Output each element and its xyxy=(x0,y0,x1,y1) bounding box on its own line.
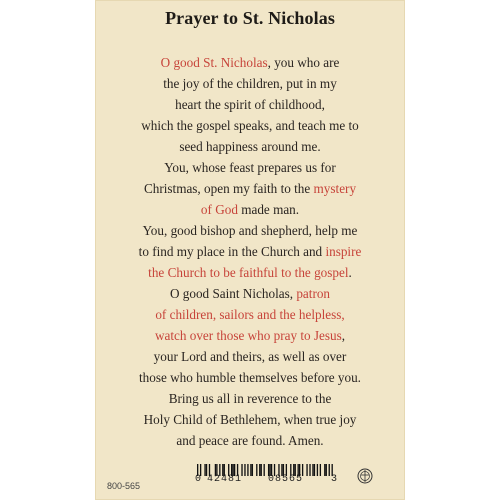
prayer-text-segment: Holy Child of Bethlehem, when true joy xyxy=(143,412,357,427)
prayer-line xyxy=(95,178,405,199)
prayer-text-segment: You, whose feast prepares us for xyxy=(164,160,336,175)
prayer-line xyxy=(95,262,405,283)
prayer-text-segment: which the gospel speaks, and teach me to xyxy=(141,118,359,133)
barcode-group-1: 42481 xyxy=(207,474,243,485)
prayer-text-segment: the joy of the children, put in my xyxy=(163,76,337,91)
prayer-line xyxy=(95,220,405,241)
prayer-text-segment: and peace are found. Amen. xyxy=(176,433,324,448)
prayer-text-segment: Bring us all in reverence to the xyxy=(168,391,332,406)
highlighted-phrase: mystery xyxy=(313,181,357,196)
prayer-text-segment: O good Saint Nicholas, xyxy=(169,286,297,301)
prayer-card xyxy=(95,0,405,500)
prayer-line xyxy=(95,115,405,136)
prayer-text-segment: , you who are xyxy=(267,55,340,70)
prayer-line xyxy=(95,157,405,178)
highlighted-phrase: watch over those who pray to Jesus xyxy=(154,328,342,343)
prayer-text-segment: . xyxy=(348,265,352,280)
prayer-line xyxy=(95,325,405,346)
prayer-text-segment: made man. xyxy=(237,202,300,217)
prayer-line xyxy=(95,94,405,115)
highlighted-phrase: of children, sailors and the helpless, xyxy=(155,307,345,322)
barcode-digits xyxy=(195,474,339,490)
prayer-text-segment: your Lord and theirs, as well as over xyxy=(153,349,347,364)
prayer-title: Prayer to St. Nicholas xyxy=(165,8,335,28)
prayer-line xyxy=(95,346,405,367)
prayer-line xyxy=(95,241,405,262)
highlighted-phrase: of God xyxy=(200,202,238,217)
prayer-line xyxy=(95,388,405,409)
prayer-text-segment: heart the spirit of childhood, xyxy=(175,97,325,112)
barcode-end-digit: 3 xyxy=(331,474,339,485)
prayer-line xyxy=(95,367,405,388)
prayer-text-segment: Christmas, open my faith to the xyxy=(143,181,314,196)
highlighted-phrase: patron xyxy=(296,286,331,301)
prayer-line xyxy=(95,304,405,325)
highlighted-phrase: inspire xyxy=(325,244,362,259)
product-code: 800-565 xyxy=(107,481,141,491)
barcode-start-digit: 0 xyxy=(195,474,203,485)
prayer-line xyxy=(95,199,405,220)
prayer-line xyxy=(95,136,405,157)
prayer-text-segment: to find my place in the Church and xyxy=(138,244,326,259)
prayer-line xyxy=(95,409,405,430)
prayer-line xyxy=(95,52,405,73)
prayer-line xyxy=(95,73,405,94)
prayer-text-segment: those who humble themselves before you. xyxy=(139,370,361,385)
prayer-text-segment: , xyxy=(341,328,346,343)
publisher-emblem-icon xyxy=(357,468,373,484)
barcode-group-2: 08565 xyxy=(268,474,304,485)
highlighted-phrase: O good St. Nicholas xyxy=(160,55,268,70)
highlighted-phrase: the Church to be faithful to the gospel xyxy=(148,265,349,280)
prayer-line xyxy=(95,430,405,451)
prayer-line xyxy=(95,283,405,304)
prayer-text xyxy=(95,52,405,451)
prayer-text-segment: You, good bishop and shepherd, help me xyxy=(142,223,358,238)
prayer-text-segment: seed happiness around me. xyxy=(179,139,321,154)
